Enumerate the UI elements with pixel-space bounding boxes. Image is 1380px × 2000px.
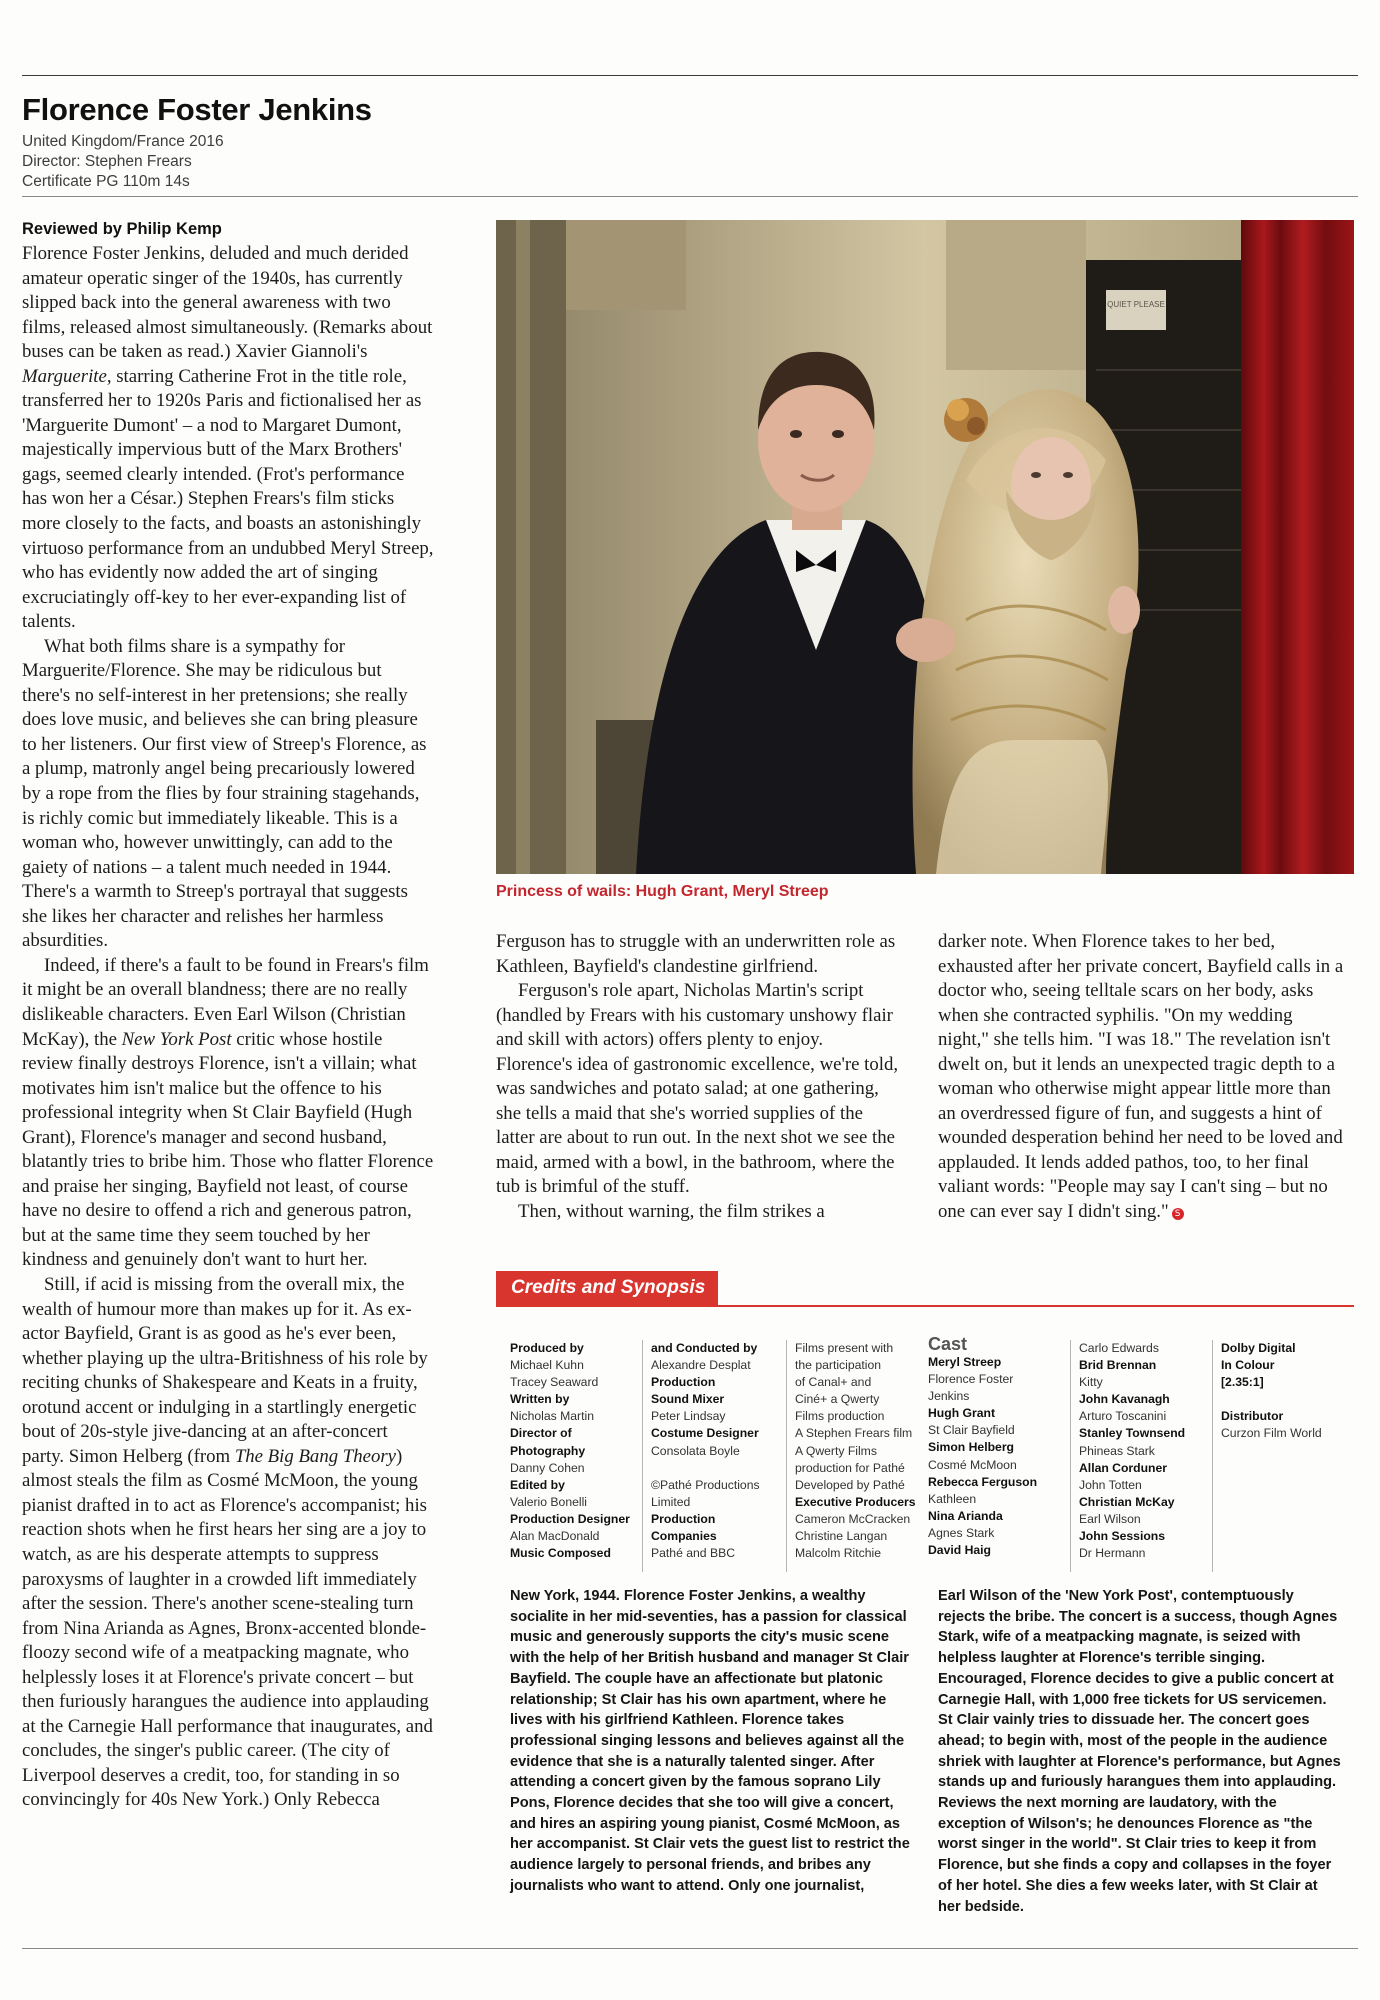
cast-column-1 — [928, 1334, 1058, 1559]
credit-name: Ciné+ a Qwerty — [795, 1392, 880, 1407]
end-of-article-icon: S — [1172, 1208, 1184, 1220]
credit-heading: Rebecca Ferguson — [928, 1474, 1038, 1489]
credit-name: Tracey Seaward — [510, 1375, 599, 1390]
credit-name: Arturo Toscanini — [1079, 1409, 1167, 1424]
bottom-rule — [22, 1948, 1358, 1949]
credit-name: Kathleen — [928, 1491, 977, 1506]
header-divider — [22, 196, 1358, 197]
credit-name: Earl Wilson — [1079, 1511, 1141, 1526]
credit-heading: Dolby Digital — [1221, 1341, 1296, 1355]
credit-name: Cameron McCracken — [795, 1511, 911, 1526]
credit-heading: John Sessions — [1079, 1529, 1166, 1544]
credit-name: Florence Foster — [928, 1372, 1014, 1387]
credit-heading: Production Designer — [510, 1511, 630, 1526]
credit-name: Jenkins — [928, 1389, 970, 1404]
credits-column-3 — [786, 1340, 925, 1572]
review-paragraph-2: What both films share is a sympathy for Marguerite/Florence. She may be ridiculous but there's no self-interest in her pretensions; she really does love music, and believes she can bring pleasure to her listeners. Our first view of Streep's Florence, as a plump, matronly angel being precariously lowered by a rope from the flies by four straining stagehands, is richly comic but immediately likeable. This is a woman who, however unwittingly, can add to the gaiety of nations – a talent much needed in 1944. There's a warmth to Streep's portrayal that suggests she likes her character and relishes her harmless absurdities. — [22, 635, 427, 952]
credit-heading: Brid Brennan — [1079, 1358, 1157, 1373]
credit-name: Danny Cohen — [510, 1460, 585, 1475]
review-paragraph-1: Florence Foster Jenkins, deluded and much derided amateur operatic singer of the 1940s, has currently slipped back into the general awareness with two films, released almost simultaneously. (Remarks about buses can be taken as read.) Xavier Giannoli's Marguerite, starring Catherine Frot in the title role, transferred her to 1920s Paris and fictionalised her as 'Marguerite Dumont' – a nod to Margaret Dumont, majestically impervious butt of the Marx Brothers' gags, seemed clearly intended. (Frot's performance has won her a César.) Stephen Frears's film sticks more closely to the facts, and boasts an astonishingly virtuoso performance from an undubbed Meryl Streep, who has evidently now added the art of singing excruciatingly off-key to her ever-expanding list of talents. — [22, 243, 434, 633]
credits-column-1 — [510, 1340, 630, 1562]
byline: Reviewed by Philip Kemp — [22, 220, 222, 238]
credit-heading: Simon Helberg — [928, 1440, 1015, 1455]
credit-heading: Allan Corduner — [1079, 1460, 1168, 1475]
credit-heading: Production — [651, 1511, 716, 1526]
credit-name: Agnes Stark — [928, 1525, 995, 1540]
film-director: Director: Stephen Frears — [22, 153, 192, 170]
credit-name: Films production — [795, 1409, 885, 1424]
photo-caption: Princess of wails: Hugh Grant, Meryl Streep — [496, 883, 829, 900]
credit-heading: [2.35:1] — [1221, 1375, 1264, 1390]
credit-heading: Music Composed — [510, 1546, 611, 1561]
credit-heading: Photography — [510, 1443, 586, 1458]
credit-heading: David Haig — [928, 1543, 991, 1558]
credit-heading: Costume Designer — [651, 1426, 759, 1441]
credit-name: Dr Hermann — [1079, 1546, 1146, 1561]
film-certificate: Certificate PG 110m 14s — [22, 173, 190, 190]
credit-name: Developed by Pathé — [795, 1477, 905, 1492]
credit-name: the participation — [795, 1358, 882, 1373]
credit-name: Valerio Bonelli — [510, 1494, 588, 1509]
credit-name: Cosmé McMoon — [928, 1457, 1017, 1472]
top-rule — [22, 75, 1358, 76]
credit-name: John Totten — [1079, 1477, 1142, 1492]
credit-heading: John Kavanagh — [1079, 1392, 1170, 1407]
credit-heading: Nina Arianda — [928, 1508, 1003, 1523]
review-paragraph-4: Still, if acid is missing from the overall mix, the wealth of humour more than makes up for it. As ex-actor Bayfield, Grant is as good as he's ever been, whether playing up the ultra-Britishness of his role by reciting chunks of Shakespeare and Keats in a fruity, orotund accent or indulging in a startlingly energetic bout of 20s-style jive-dancing at an after-concert party. Simon Helberg (from The Big Bang Theory) almost steals the film as Cosmé McMoon, the young pianist drafted in to act as Florence's accompanist; his reaction shots when he first hears her sing are a joy to watch, as are his desperate attempts to suppress paroxysms of laughter in a crowded lift immediately after the session. There's another scene-stealing turn from Nina Arianda as Agnes, Bronx-accented blonde-floozy second wife of a meatpacking magnate, who helplessly loses it at Florence's private concert – but then furiously harangues the audience into applauding at the Carnegie Hall performance that inaugurates, and concludes, the singer's public career. (The city of Liverpool deserves a credit, too, for standing in so convincingly for 40s New York.) Only Rebecca — [22, 1273, 433, 1811]
credit-name: Phineas Stark — [1079, 1443, 1155, 1458]
door-sign: QUIET PLEASE — [1107, 300, 1165, 309]
review-paragraph-7: Then, without warning, the film strikes a — [518, 1201, 825, 1223]
credit-name: Christine Langan — [795, 1529, 888, 1544]
credit-name — [1221, 1391, 1351, 1408]
credit-name: Peter Lindsay — [651, 1409, 726, 1424]
credit-heading: In Colour — [1221, 1358, 1275, 1373]
credit-heading: Stanley Townsend — [1079, 1426, 1186, 1441]
credit-name: of Canal+ and — [795, 1375, 872, 1390]
technical-column — [1212, 1340, 1351, 1572]
credit-name: Limited — [651, 1494, 691, 1509]
film-origin: United Kingdom/France 2016 — [22, 133, 224, 150]
credit-heading: Hugh Grant — [928, 1406, 996, 1421]
credit-name: Curzon Film World — [1221, 1426, 1322, 1441]
credit-heading: Edited by — [510, 1477, 565, 1492]
credit-name: Carlo Edwards — [1079, 1341, 1159, 1355]
credit-name: A Stephen Frears film — [795, 1426, 913, 1441]
review-paragraph-8: darker note. When Florence takes to her bed, exhausted after her private concert, Bayfield calls in a doctor who, seeing telltale scars on her body, asks when she contracted syphilis. "On my wedding night," she tells him. "I was 18." The revelation isn't dwelt on, but it lends an unexpected tragic depth to a woman who otherwise might appear little more than an overdressed figure of fun, and suggests a hint of wounded desperation behind her need to be loved and applauded. It lends added pathos, too, to her final valiant words: "People may say I can't sing – but no one can ever say I didn't sing." S — [938, 931, 1344, 1223]
credit-heading: Sound Mixer — [651, 1392, 725, 1407]
credit-heading: Distributor — [1221, 1409, 1284, 1424]
credit-name: St Clair Bayfield — [928, 1423, 1015, 1438]
credit-name: production for Pathé — [795, 1460, 905, 1475]
credit-heading: Meryl Streep — [928, 1355, 1002, 1369]
credit-name — [651, 1460, 771, 1477]
credit-name: Films present with — [795, 1341, 894, 1355]
credit-heading: Production — [651, 1375, 716, 1390]
credit-name: A Qwerty Films — [795, 1443, 877, 1458]
credit-name: Michael Kuhn — [510, 1358, 584, 1373]
review-column-middle — [496, 930, 904, 1225]
review-header — [22, 92, 722, 192]
credit-name: Malcolm Ritchie — [795, 1546, 882, 1561]
review-paragraph-3: Indeed, if there's a fault to be found in Frears's film it might be an overall blandness; there are no really dislikeable characters. Even Earl Wilson (Christian McKay), the New York Post critic whose hostile review finally destroys Florence, isn't a villain; what motivates him isn't malice but the offence to his professional integrity when St Clair Bayfield (Hugh Grant), Florence's manager and second husband, blatantly tries to bribe him. Those who flatter Florence and praise her singing, Bayfield not least, of course have no desire to offend a rich and generous patron, but at the same time they seem touched by her kindness and genuinely don't want to hurt her. — [22, 954, 434, 1271]
credits-column-2 — [642, 1340, 771, 1572]
cast-column-2 — [1070, 1340, 1209, 1572]
credit-heading: Christian McKay — [1079, 1494, 1175, 1509]
credit-heading: Companies — [651, 1529, 717, 1544]
credit-name: Kitty — [1079, 1375, 1103, 1390]
review-column-left — [22, 218, 434, 1813]
credit-name: Pathé and BBC — [651, 1546, 736, 1561]
review-paragraph-6: Ferguson's role apart, Nicholas Martin's script (handled by Frears with his customary unshowy flair and skill with actors) offers plenty to enjoy. Florence's idea of gastronomic excellence, we're told, was sandwiches and potato salad; at one gathering, she tells a maid that she's worried supplies of the latter are about to run out. In the next shot we see the maid, armed with a bowl, in the bathroom, where the tub is brimful of the stuff. — [496, 980, 899, 1198]
credit-heading: Written by — [510, 1392, 570, 1407]
credits-banner: Credits and Synopsis — [496, 1271, 718, 1305]
credit-name: ©Pathé Productions — [651, 1477, 760, 1492]
credit-name: Nicholas Martin — [510, 1409, 594, 1424]
credit-heading: and Conducted by — [651, 1341, 758, 1355]
review-paragraph-5: Ferguson has to struggle with an underwritten role as Kathleen, Bayfield's clandestine girlfriend. — [496, 931, 896, 977]
credit-name: Alexandre Desplat — [651, 1358, 751, 1373]
synopsis-left: New York, 1944. Florence Foster Jenkins, a wealthy socialite in her mid-seventies, has a passion for classical music and generously supports the city's music scene with the help of her British husband and manager St Clair Bayfield. The couple have an affectionate but platonic relationship; St Clair has his own apartment, where he lives with his girlfriend Kathleen. Florence takes professional singing lessons and believes against all the evidence that she is a naturally talented singer. After attending a concert given by the famous soprano Lily Pons, Florence decides that she too will give a concert, and hires an aspiring young pianist, Cosmé McMoon, as her accompanist. St Clair vets the guest list to restrict the audience largely to personal friends, and bribes any journalists who want to attend. Only one journalist, — [510, 1588, 910, 1894]
film-still-photo — [496, 220, 1354, 874]
film-still-illustration — [496, 220, 1354, 874]
credit-heading: Director of — [510, 1426, 572, 1441]
credit-heading: Executive Producers — [795, 1494, 916, 1509]
cast-heading: Cast — [928, 1334, 968, 1354]
credits-rule — [496, 1305, 1354, 1307]
review-column-right — [938, 930, 1348, 1225]
credit-name: Consolata Boyle — [651, 1443, 740, 1458]
film-title: Florence Foster Jenkins — [22, 92, 372, 127]
cast-list-1 — [928, 1354, 1058, 1559]
credit-name: Alan MacDonald — [510, 1529, 600, 1544]
credit-heading: Produced by — [510, 1341, 584, 1355]
synopsis-right: Earl Wilson of the 'New York Post', contemptuously rejects the bribe. The concert is a success, though Agnes Stark, wife of a meatpacking magnate, is seized with helpless laughter at Florence's terrible singing. Encouraged, Florence decides to give a public concert at Carnegie Hall, with 1,000 free tickets for US servicemen. St Clair vainly tries to dissuade her. The concert goes ahead; to begin with, most of the people in the audience shriek with laughter at Florence's performance, but Agnes stands up and furiously harangues them into applauding. Reviews the next morning are laudatory, with the exception of Wilson's; he denounces Florence as "the worst singer in the world". St Clair tries to keep it from Florence, but she finds a copy and collapses in the foyer of her hotel. She dies a few weeks later, with St Clair at her bedside. — [938, 1588, 1341, 1915]
